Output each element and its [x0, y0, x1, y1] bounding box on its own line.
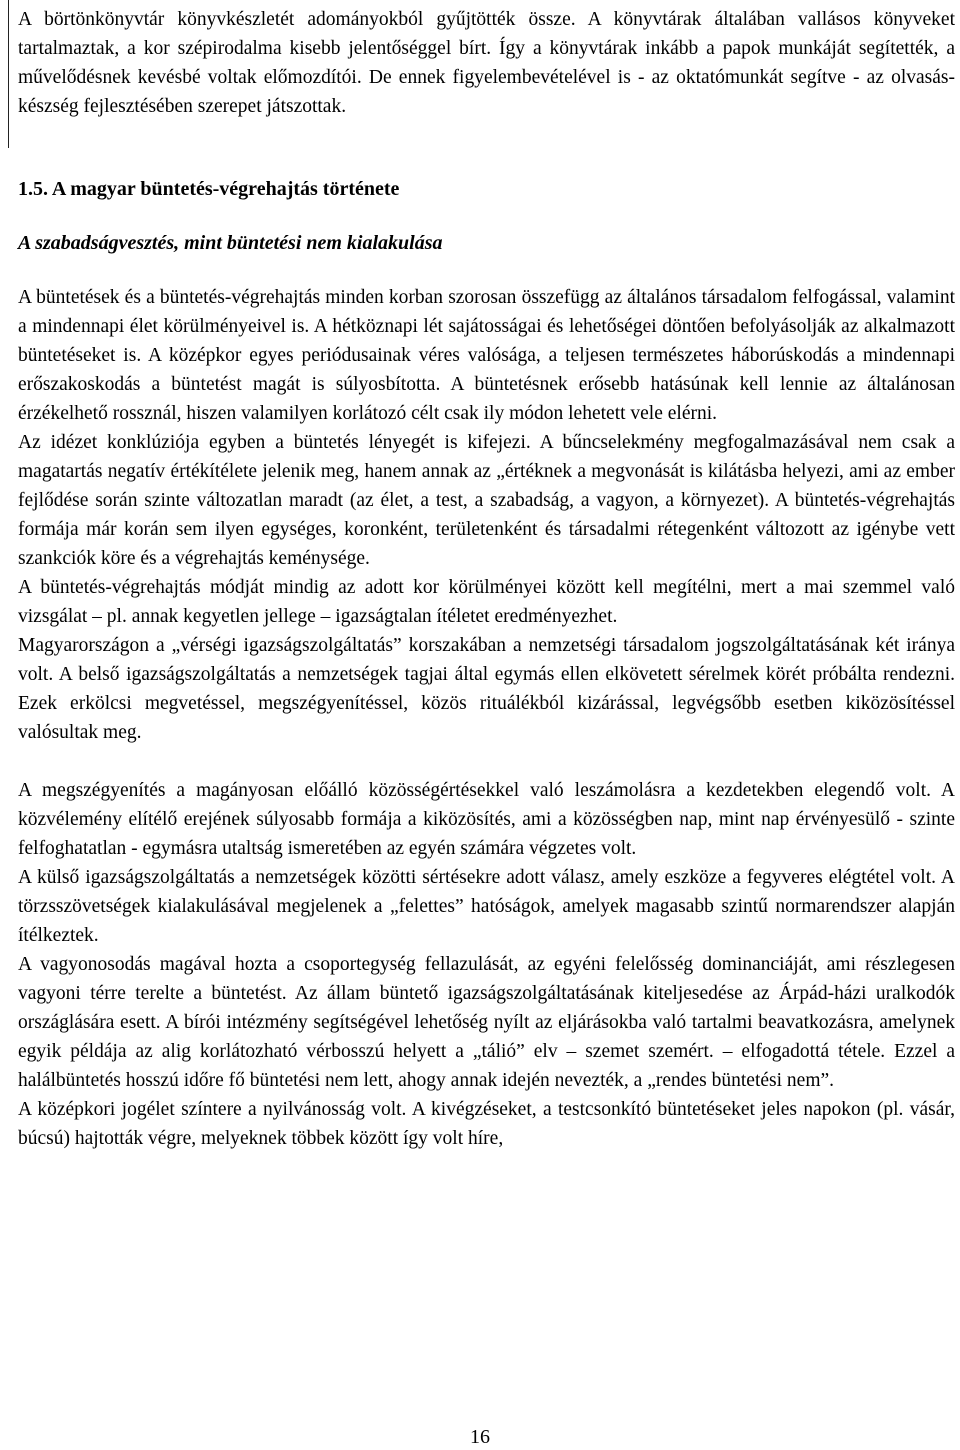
intro-paragraph: A börtönkönyvtár könyvkészletét adományokból gyűjtötték össze. A könyvtárak általában vallásos könyveket tartalmaztak, a kor szépirodalma kisebb jelentőséggel bírt. Így a könyvtárak inkább a papok munkáját segítették, a művelődésnek kevésbé voltak előmozdítói. De ennek figyelembevételével is - az oktatómunkát segítve - az olvasás-készség fejlesztésében szerepet játszottak.: [18, 9, 955, 117]
body-paragraph: A büntetés-végrehajtás módját mindig az adott kor körülményei között kell megítélni, mert a mai szemmel való vizsgálat – pl. annak kegyetlen jellege – igazságtalan ítéletet eredményezhet.: [18, 577, 955, 627]
margin-rule: [8, 0, 9, 148]
body-paragraph: A megszégyenítés a magányosan előálló közösségértésekkel való leszámolásra a kezdetekben elegendő volt. A közvélemény elítélő erejének súlyosabb formája a kiközösítés, ami a közösségben nap, mint nap érvényesülő - szinte felfoghatatlan - egymásra utaltság ismeretében az egyén számára végzetes volt.: [18, 780, 955, 859]
body-paragraph: Az idézet konklúziója egyben a büntetés lényegét is kifejezi. A bűncselekmény megfogalmazásával nem csak a magatartás negatív értékítélete jelenik meg, hanem annak az „értéknek a megvonását is kilátásba helyezi, ami az ember fejlődése során szinte változatlan maradt (az élet, a test, a szabadság, a vagyon, a környezet). A büntetés-végrehajtás formája már korán sem ilyen egységes, koronként, területenként és társadalmi rétegenként változott az igénybe vett szankciók köre és a végrehajtás keménysége.: [18, 432, 955, 569]
body-paragraph: Magyarországon a „vérségi igazságszolgáltatás” korszakában a nemzetségi társadalom jogszolgáltatásának két iránya volt. A belső igazságszolgáltatás a nemzetségek tagjai által egymás ellen elkövetett sérelmek körét próbálta rendezni. Ezek erkölcsi megvetéssel, megszégyenítéssel, közös rituálékból kizárással, legvégsőbb esetben kiközösítéssel valósultak meg.: [18, 635, 955, 743]
section-subheading: A szabadságvesztés, mint büntetési nem kialakulása: [18, 232, 443, 254]
body-paragraph: A középkori jogélet színtere a nyilvánosság volt. A kivégzéseket, a testcsonkító büntetéseket jeles napokon (pl. vásár, búcsú) hajtották végre, melyeknek többek között így volt híre,: [18, 1099, 955, 1149]
page-number: 16: [470, 1426, 490, 1448]
page-content: [18, 5, 955, 1153]
section-heading: 1.5. A magyar büntetés-végrehajtás története: [18, 178, 400, 200]
body-paragraph: A vagyonosodás magával hozta a csoportegység fellazulását, az egyéni felelősség dominanciáját, ami részlegesen vagyoni térre terelte a büntetést. Az állam büntető igazságszolgáltatásának kiteljesedése az Árpád-házi uralkodók országlására esett. A bírói intézmény segítségével lehetőség nyílt az eljárásokba való tartalmi beavatkozásra, amelynek egyik példája az alig korlátozható vérbosszú helyett a „tálió” elv – szemet szemért. – elfogadottá tétele. Ezzel a halálbüntetés hosszú időre fő büntetési nem lett, ahogy annak idején nevezték, a „rendes büntetési nem”.: [18, 954, 955, 1091]
body-paragraph: A külső igazságszolgáltatás a nemzetségek közötti sértésekre adott válasz, amely eszköze a fegyveres elégtétel volt. A törzsszövetségek kialakulásával megjelenek a „felettes” hatóságok, amelyek magasabb szintű normarendszer alapján ítélkeztek.: [18, 867, 955, 946]
body-paragraph: A büntetések és a büntetés-végrehajtás minden korban szorosan összefügg az általános társadalom felfogással, valamint a mindennapi élet körülményeivel is. A hétköznapi lét sajátosságai és lehetőségei döntően befolyásolják az alkalmazott büntetéseket is. A középkor egyes periódusainak véres valósága, a teljesen természetes háborúskodás a mindennapi erőszakoskodás a büntetést magát is súlyosbította. A büntetésnek erősebb hatásúnak kell lennie az általánosan érzékelhető rossznál, hiszen valamilyen korlátozó célt csak ily módon lehetett vele elérni.: [18, 287, 955, 424]
